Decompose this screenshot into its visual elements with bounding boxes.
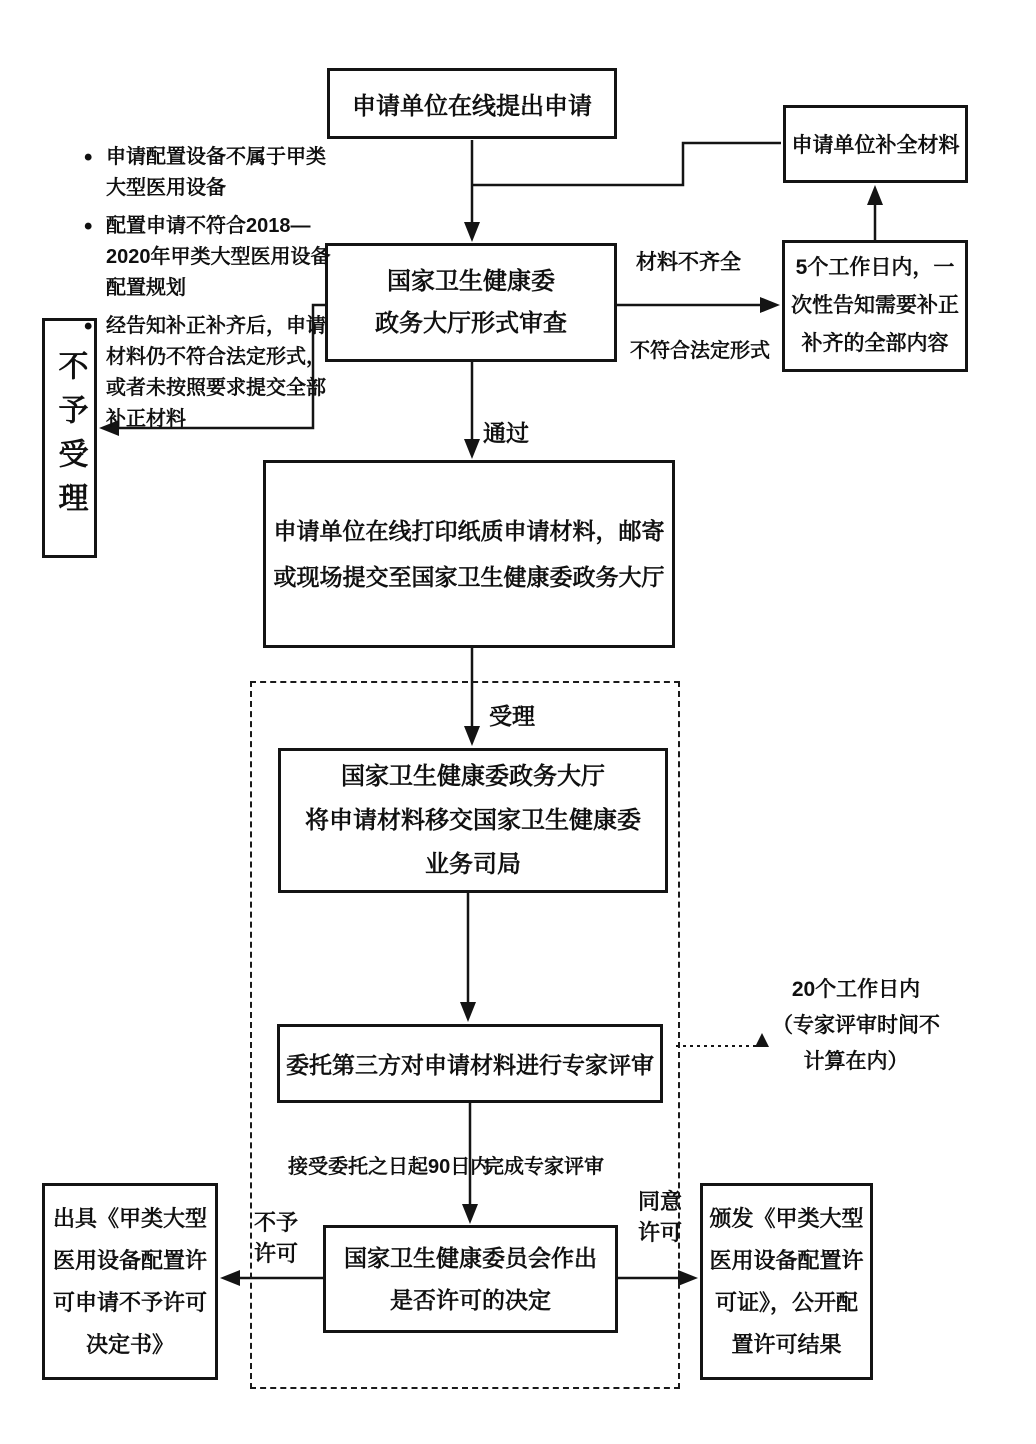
rejection-reason-3-line3: 或者未按照要求提交全部 (106, 377, 326, 399)
node-transfer-bureau-line3: 业务司局 (425, 850, 521, 878)
edge-label-deny (254, 1207, 298, 1269)
arrowhead-into-formal-review (464, 222, 480, 242)
node-decision-line1: 国家卫生健康委员会作出 (344, 1245, 597, 1271)
rejection-reason-1 (84, 142, 336, 204)
node-transfer-bureau (278, 748, 668, 893)
rejection-reason-2-line3: 配置规划 (106, 277, 186, 299)
bullet-icon: • (84, 144, 93, 171)
node-expert-review-text: 委托第三方对申请材料进行专家评审 (286, 1052, 654, 1078)
node-expert-review (277, 1024, 663, 1103)
node-notify-5days-line2: 次性告知需要补正 (791, 294, 959, 317)
node-supplement-materials (783, 105, 968, 183)
node-apply-online (327, 68, 617, 139)
edge-label-illegal-form: 不符合法定形式 (630, 340, 770, 362)
node-apply-online-text: 申请单位在线提出申请 (352, 93, 592, 120)
edge-label-agree-line1: 同意 (638, 1189, 683, 1214)
note-twenty-days-line1: 20个工作日内 (791, 978, 921, 1001)
node-grant-license-line3: 可证》，公开配 (714, 1289, 858, 1315)
rejection-reason-2-line2: 2020年甲类大型医用设备 (106, 246, 331, 268)
rejection-reason-3-line2: 材料仍不符合法定形式， (106, 346, 326, 368)
arrowhead-into-notify (760, 297, 780, 313)
edge-label-pass: 通过 (483, 420, 529, 446)
edge-label-agree (638, 1186, 682, 1248)
rejection-reason-2-line1: 配置申请不符合2018— (106, 215, 311, 237)
arrowhead-into-supplement (867, 185, 883, 205)
node-transfer-bureau-line2: 将申请材料移交国家卫生健康委 (305, 806, 641, 834)
note-twenty-days-line2: （专家评审时间不 (772, 1014, 940, 1037)
node-decision (323, 1225, 618, 1333)
node-deny-document-line3: 可申请不予许可 (52, 1289, 207, 1315)
node-deny-document-line2: 医用设备配置许 (52, 1247, 207, 1273)
bullet-icon: • (84, 313, 93, 340)
node-transfer-bureau-line1: 国家卫生健康委政务大厅 (341, 762, 605, 790)
node-print-submit-line2: 或现场提交至国家卫生健康委政务大厅 (273, 564, 665, 590)
node-supplement-materials-text: 申请单位补全材料 (791, 134, 960, 157)
rejection-reason-2 (84, 211, 336, 304)
arrowhead-into-grant (678, 1270, 698, 1286)
edge-label-deny-line1: 不予 (254, 1210, 299, 1235)
node-notify-5days-line3: 补齐的全部内容 (801, 332, 949, 355)
node-formal-review-line2: 政务大厅形式审查 (375, 309, 567, 337)
node-notify-5days-line1: 5个工作日内，一 (795, 256, 955, 279)
bullet-icon: • (84, 213, 93, 240)
node-deny-document (42, 1183, 218, 1380)
edge-label-agree-line2: 许可 (638, 1220, 683, 1245)
node-print-submit-line1: 申请单位在线打印纸质申请材料，邮寄 (273, 518, 665, 544)
node-grant-license (700, 1183, 873, 1380)
note-twenty-days (762, 972, 950, 1080)
node-decision-line2: 是否许可的决定 (390, 1287, 551, 1313)
node-formal-review (325, 243, 617, 362)
node-grant-license-line4: 置许可结果 (731, 1331, 842, 1357)
node-notify-5days (782, 240, 968, 372)
arrowhead-into-deny (220, 1270, 240, 1286)
node-grant-license-line1: 颁发《甲类大型 (709, 1205, 864, 1231)
rejection-reason-3-line1: 经告知补正补齐后，申请 (106, 315, 326, 337)
edge-label-review-time-right: 完成专家评审 (484, 1156, 604, 1178)
note-twenty-days-line3: 计算在内） (803, 1050, 909, 1073)
edge-label-accept: 受理 (489, 703, 535, 729)
rejection-reason-1-line2: 大型医用设备 (106, 177, 226, 199)
edge-label-review-time-left: 接受委托之日起90日内 (288, 1156, 491, 1178)
rejection-reason-1-line1: 申请配置设备不属于甲类 (106, 146, 326, 168)
node-deny-document-line1: 出具《甲类大型 (52, 1205, 207, 1231)
node-print-submit (263, 460, 675, 648)
node-formal-review-line1: 国家卫生健康委 (387, 267, 555, 295)
node-deny-document-line4: 决定书》 (85, 1331, 174, 1357)
rejection-reason-3-line4: 补正材料 (106, 408, 186, 430)
arrowhead-into-print (464, 439, 480, 459)
edge-label-materials-incomplete: 材料不齐全 (636, 251, 741, 274)
node-grant-license-line2: 医用设备配置许 (709, 1247, 864, 1273)
connector-branch-to-supplement (472, 143, 781, 185)
rejection-reason-3 (84, 311, 336, 435)
rejection-reasons-list (84, 142, 336, 442)
node-not-accepted-text: 不予受理 (53, 350, 87, 526)
edge-label-deny-line2: 许可 (254, 1241, 299, 1266)
